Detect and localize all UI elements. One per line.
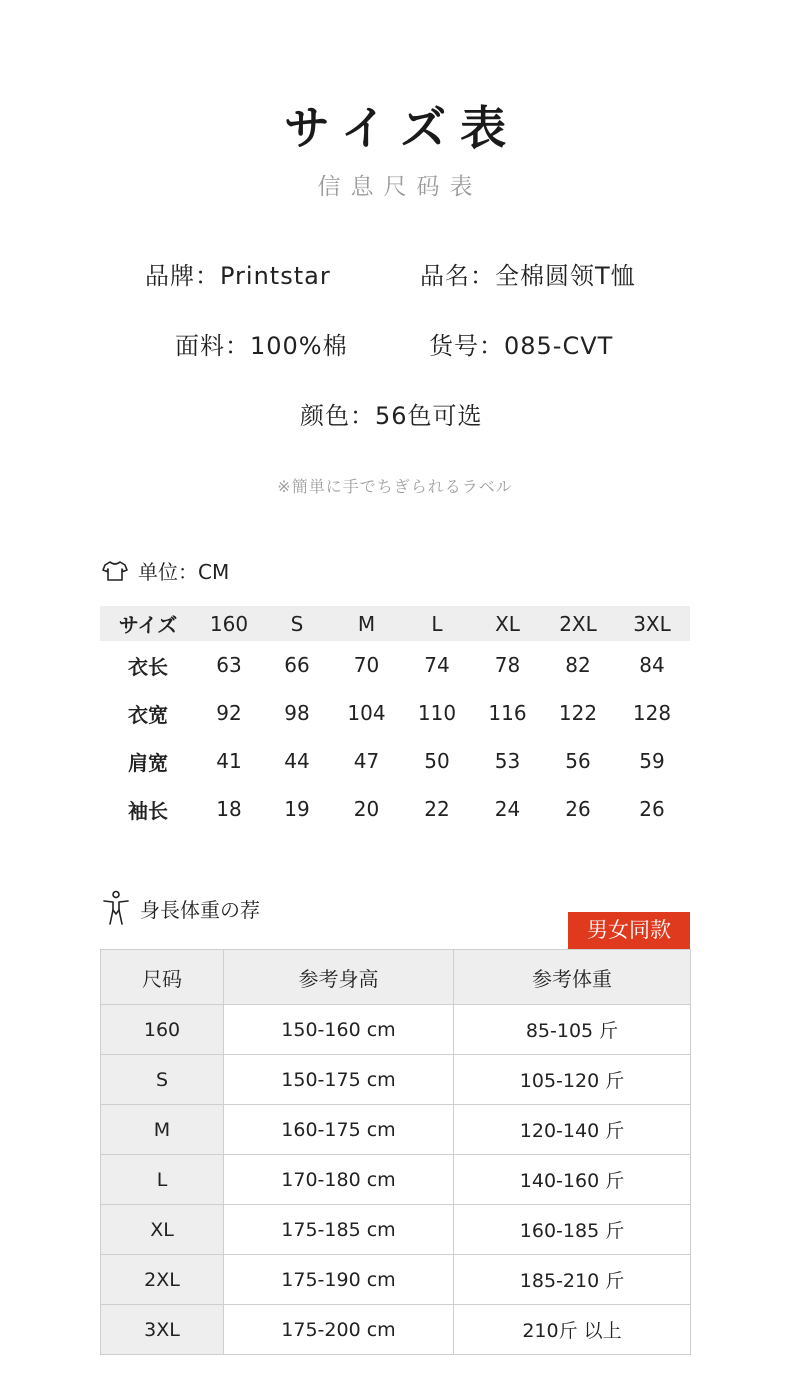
fabric-info: 面料：100%棉 [175, 332, 348, 360]
table-row [101, 1255, 691, 1305]
tshirt-icon [102, 559, 128, 583]
size-header-cell: サイズ [118, 613, 178, 637]
table-cell: 53 [494, 749, 521, 773]
size-header-cell: M [357, 611, 376, 636]
weight-cell: 210斤 以上 [454, 1305, 691, 1355]
table-cell: 18 [216, 797, 242, 821]
size-cell: S [101, 1055, 224, 1105]
rec-section-label: 身長体重の荐 [140, 897, 260, 922]
table-cell: 22 [424, 797, 450, 821]
table-cell: 47 [353, 749, 380, 773]
size-cell: 3XL [101, 1305, 224, 1355]
rec-header-cell: 尺码 [101, 950, 224, 1005]
size-header-cell: 3XL [633, 611, 671, 636]
size-header-cell: S [290, 611, 304, 636]
height-cell: 150-175 cm [224, 1055, 454, 1105]
size-cell: 2XL [101, 1255, 224, 1305]
table-row [101, 1205, 691, 1255]
brand-info: 品牌：Printstar [145, 262, 331, 290]
unisex-badge: 男女同款 [568, 912, 690, 949]
weight-cell: 85-105 斤 [454, 1005, 691, 1055]
height-cell: 170-180 cm [224, 1155, 454, 1205]
rec-header-cell: 参考体重 [454, 950, 691, 1005]
size-header-cell: 160 [209, 611, 249, 636]
table-cell: 59 [639, 749, 665, 773]
height-cell: 160-175 cm [224, 1105, 454, 1155]
table-cell: 84 [639, 653, 665, 677]
table-cell: 70 [353, 653, 380, 677]
table-cell: 19 [284, 797, 310, 821]
table-cell: 78 [494, 653, 521, 677]
table-cell: 98 [284, 701, 310, 725]
table-row [100, 737, 690, 785]
rec-section-header [102, 890, 260, 926]
row-label: 衣长 [128, 654, 168, 679]
table-cell: 24 [494, 797, 521, 821]
table-row [101, 1155, 691, 1205]
table-row [101, 1105, 691, 1155]
row-label: 衣宽 [128, 702, 168, 727]
table-row [100, 785, 690, 833]
label-note: ※簡単に手でちぎられるラベル [277, 477, 513, 496]
weight-cell: 185-210 斤 [454, 1255, 691, 1305]
unit-label: 单位：CM [138, 560, 230, 584]
table-cell: 44 [284, 749, 310, 773]
table-row [101, 1005, 691, 1055]
table-cell: 56 [565, 749, 591, 773]
row-label: 袖长 [128, 798, 168, 823]
weight-cell: 140-160 斤 [454, 1155, 691, 1205]
size-cell: XL [101, 1205, 224, 1255]
table-row [101, 1305, 691, 1355]
table-cell: 66 [284, 653, 310, 677]
row-label: 肩宽 [128, 750, 168, 775]
table-cell: 110 [417, 701, 457, 725]
table-cell: 50 [424, 749, 450, 773]
size-header-cell: 2XL [559, 611, 597, 636]
table-row [101, 1055, 691, 1105]
table-cell: 122 [558, 701, 598, 725]
size-cell: 160 [101, 1005, 224, 1055]
table-cell: 63 [216, 653, 242, 677]
page-subtitle: 信息尺码表 [317, 174, 483, 200]
size-header-cell: XL [495, 611, 520, 636]
weight-cell: 120-140 斤 [454, 1105, 691, 1155]
height-cell: 175-185 cm [224, 1205, 454, 1255]
table-row [100, 689, 690, 737]
table-cell: 41 [216, 749, 242, 773]
recommendation-table [100, 949, 691, 1355]
rec-table-header-row [101, 950, 691, 1005]
table-row [100, 641, 690, 689]
size-cell: M [101, 1105, 224, 1155]
person-icon [102, 890, 130, 926]
size-header-cell: L [431, 611, 443, 636]
table-cell: 74 [424, 653, 450, 677]
height-cell: 150-160 cm [224, 1005, 454, 1055]
table-cell: 116 [488, 701, 527, 725]
weight-cell: 160-185 斤 [454, 1205, 691, 1255]
rec-header-cell: 参考身高 [224, 950, 454, 1005]
product-name-info: 品名：全棉圆领T恤 [420, 262, 636, 290]
table-cell: 92 [216, 701, 242, 725]
color-info: 颜色：56色可选 [300, 402, 483, 430]
table-cell: 20 [353, 797, 380, 821]
size-table-header-row [100, 606, 690, 641]
table-cell: 26 [565, 797, 591, 821]
page-title: サイズ表 [283, 101, 521, 155]
weight-cell: 105-120 斤 [454, 1055, 691, 1105]
size-section-header [102, 556, 229, 585]
height-cell: 175-190 cm [224, 1255, 454, 1305]
table-cell: 26 [639, 797, 665, 821]
height-cell: 175-200 cm [224, 1305, 454, 1355]
size-cell: L [101, 1155, 224, 1205]
table-cell: 104 [347, 701, 386, 725]
item-number-info: 货号：085-CVT [429, 332, 614, 360]
table-cell: 82 [565, 653, 591, 677]
table-cell: 128 [632, 701, 672, 725]
size-table [100, 606, 690, 833]
